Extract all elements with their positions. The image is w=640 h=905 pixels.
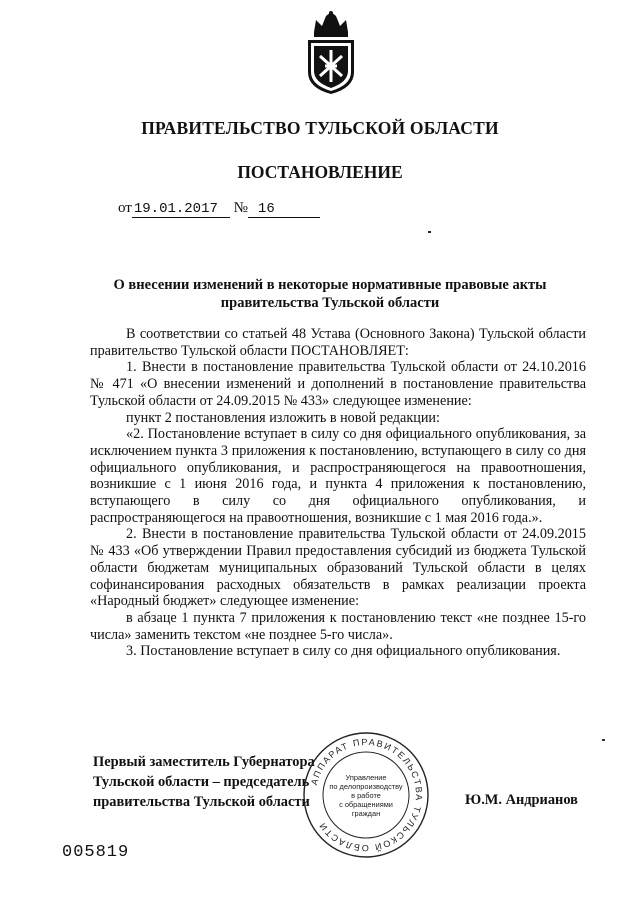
seal-stamp-icon [301,730,431,860]
stamp-line-1: Управление [345,773,387,782]
document-body [90,326,586,660]
stamp-line-5: граждан [351,809,381,818]
body-paragraph-7: 3. Постановление вступает в силу со дня официального опубликования. [126,643,561,660]
signer-name: Ю.М. Андрианов [465,792,578,808]
signatory-block [93,752,315,812]
stray-mark [428,231,431,233]
organization-title: ПРАВИТЕЛЬСТВО ТУЛЬСКОЙ ОБЛАСТИ [141,118,499,138]
document-number: 16 [248,201,320,218]
serial-number: 005819 [62,843,130,862]
body-paragraph-4: «2. Постановление вступает в силу со дня официального опубликования, за исключением пункта 3 приложения к постановлению, вступающего в силу со дня официального опубликования, и распространяющегося на правоотношения, возникшие с 1 июня 2016 года, и пункта 4 приложения к постановлению, вступающего в силу со дня официального опубликования, и распространяющегося на правоотношения, возникшие с 1 мая 2016 года.». [90,426,586,526]
subject-line-2: правительства Тульской области [220,295,440,311]
signatory-line-3: правительства Тульской области [93,794,310,810]
stamp-line-3: в работе [351,791,381,800]
stray-mark-2 [602,739,605,741]
document-date: 19.01.2017 [132,201,230,218]
body-paragraph-1: В соответствии со статьей 48 Устава (Основного Закона) Тульской области правительство Тульской области ПОСТАНОВЛЯЕТ: [90,326,586,359]
date-label: от [118,200,132,216]
signatory-line-1: Первый заместитель Губернатора [93,754,315,770]
signatory-line-2: Тульской области – председатель [93,774,310,790]
stamp-ring-text: АППАРАТ ПРАВИТЕЛЬСТВА ТУЛЬСКОЙ ОБЛАСТИ [309,736,425,854]
stamp-line-2: по делопроизводству [329,782,403,791]
number-label: № [233,200,248,216]
coat-of-arms-icon [302,10,360,96]
document-type: ПОСТАНОВЛЕНИЕ [237,162,403,182]
document-subject [90,276,570,312]
body-paragraph-5: 2. Внести в постановление правительства Тульской области от 24.09.2015 № 433 «Об утверждении Правил предоставления субсидий из бюджета Тульской области бюджетам муниципальных образований Тульской области в целях софинансирования расходных обязательств в рамках реализации проекта «Народный бюджет» следующее изменение: [90,526,586,610]
body-paragraph-6: в абзаце 1 пункта 7 приложения к постановлению текст «не позднее 15-го числа» заменить текстом «не позднее 5-го числа». [90,609,586,643]
body-paragraph-2: 1. Внести в постановление правительства Тульской области от 24.10.2016 № 471 «О внесении изменений и дополнений в постановление правительства Тульской области от 24.09.2015 № 433» следующее изменение: [90,359,586,409]
document-meta [118,200,320,218]
subject-line-1: О внесении изменений в некоторые нормативные правовые акты [113,277,547,293]
body-paragraph-3: пункт 2 постановления изложить в новой редакции: [126,409,440,426]
stamp-line-4: с обращениями [339,800,393,809]
